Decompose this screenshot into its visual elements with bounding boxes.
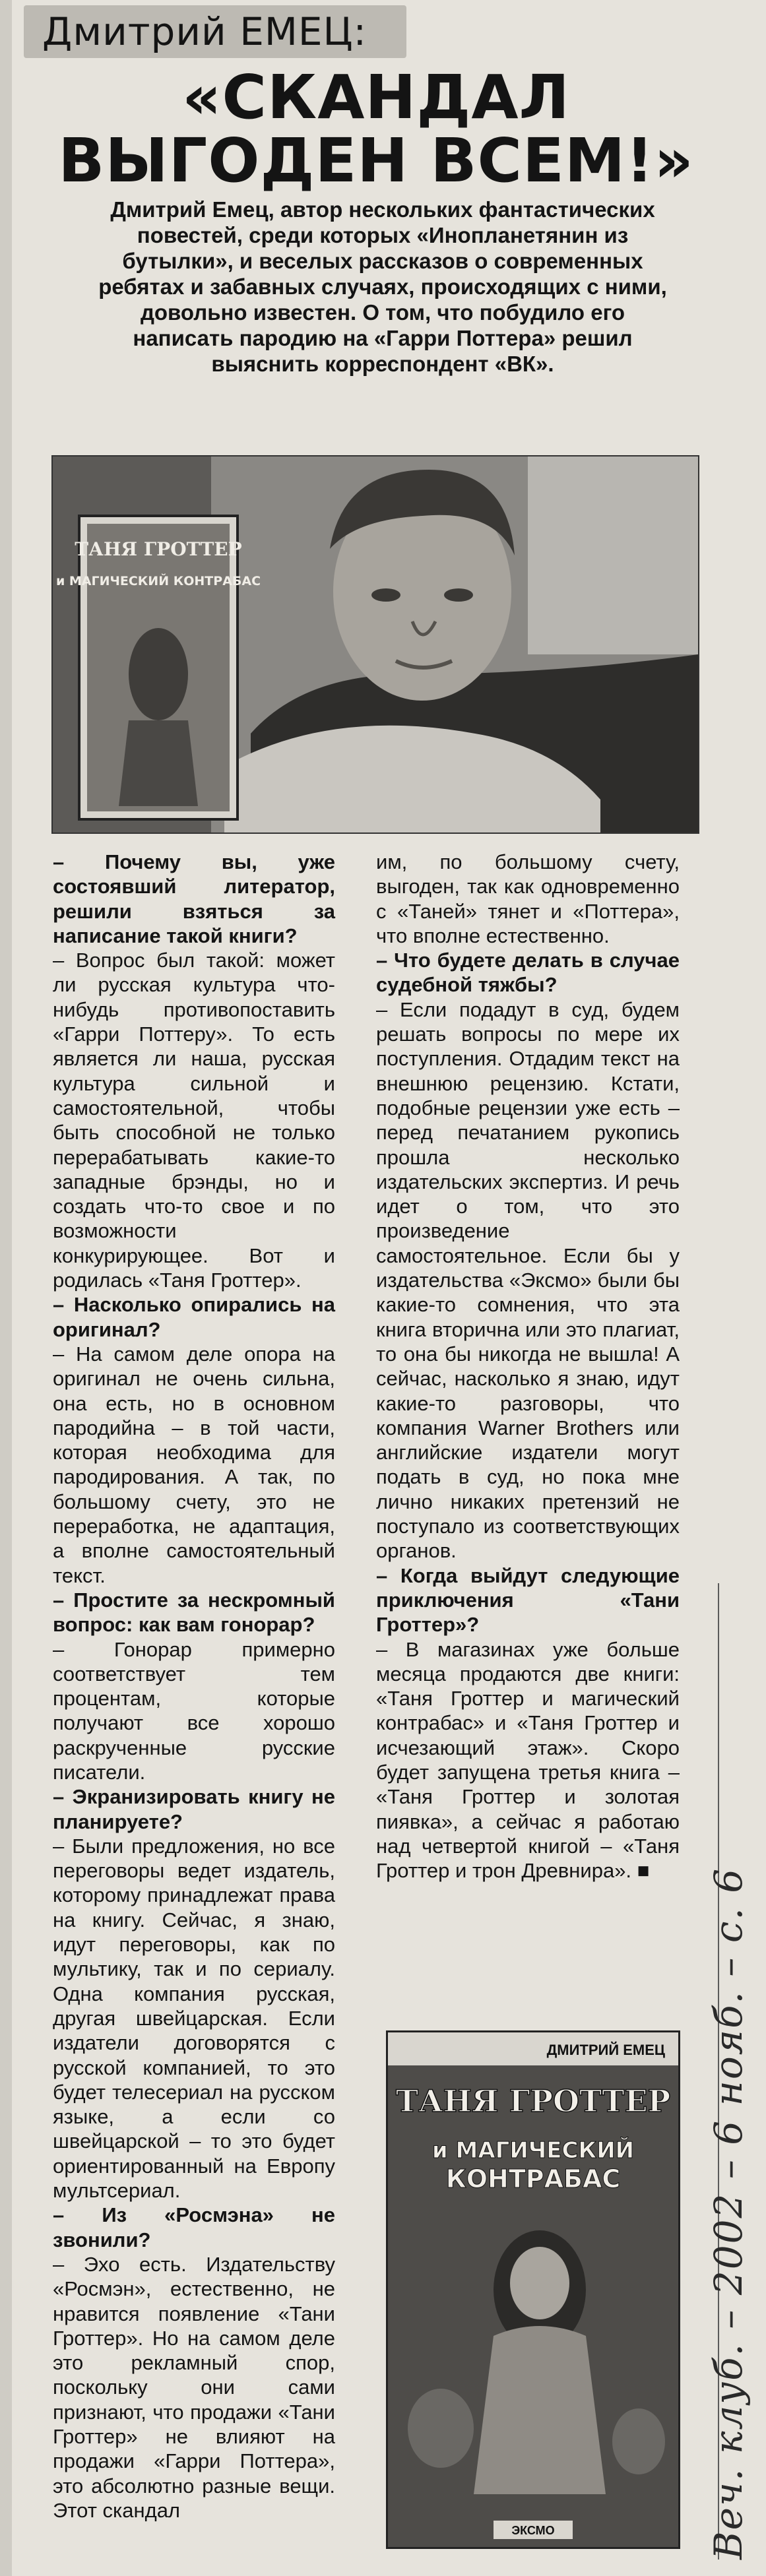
interview-question: – Когда выйдут следующие приключения «Тани Гроттер»? [376,1563,680,1637]
photo-book-title-1: ТАНЯ ГРОТТЕР [75,538,242,560]
interview-question: – Почему вы, уже состоявший литератор, решили взяться за написание такой книги? [53,850,335,947]
article-column-2 [376,850,680,1883]
book-cover-image [386,2030,680,2549]
author-heading: Дмитрий ЕМЕЦ: [24,5,406,58]
article-headline [40,62,713,196]
interview-answer: – Если подадут в суд, будем решать вопросы по мере их поступления. Отдадим текст на внешнюю рецензию. Кстати, подобные рецензии уже есть – перед печатанием рукопись прошла несколько издательских экспертиз. И речь идет о том, что это произведение самостоятельное. Если бы у издательства «Эксмо» были бы какие-то сомнения, что эта книга вторична или это плагиат, то она бы никогда не вышла! А сейчас, насколько я знаю, идут какие-то разговоры, что компания Warner Brothers или английские издатели могут подать в суд, но пока мне лично никаких претензий не поступало из соответствующих органов. [376,997,680,1563]
interview-question: – Простите за нескромный вопрос: как вам гонорар? [53,1588,335,1637]
interview-question: – Из «Росмэна» не звонили? [53,2203,335,2251]
author-photo [51,455,699,834]
cover-title-sub-1: и МАГИЧЕСКИЙ [431,2137,635,2164]
interview-answer: – Эхо есть. Издательству «Росмэн», естественно, не нравится появление «Тани Гроттер». Но на самом деле это рекламный спор, поскольку они сами признают, что продажи «Тани Гроттер» не влияют на продажи «Гарри Поттера», это абсолютно разные вещи. Этот скандал [53,2252,335,2522]
headline-line-1: «СКАНДАЛ [182,62,570,133]
photo-book [56,516,261,819]
interview-answer: – Гонорар примерно соответствует тем процентам, которые получают все хорошо раскрученные русские писатели. [53,1637,335,1784]
interview-question: – Экранизировать книгу не планируете? [53,1785,335,1833]
lead-paragraph: Дмитрий Емец, автор нескольких фантастических повестей, среди которых «Инопланетянин из бутылки», и веселых рассказов о современных ребятах и забавных случаях, происходящих с ними, довольно известен. О том, что побудило его написать пародию на «Гарри Поттера» решил выяснить корреспондент «ВК». [98,197,667,376]
cover-author: ДМИТРИЙ ЕМЕЦ [546,2042,665,2058]
handwritten-source-note: Веч. клуб. – 2002 – 6 нояб. – с. 6 [706,1867,751,2560]
interview-question: – Насколько опирались на оригинал? [53,1293,335,1341]
page-edge [0,0,12,2576]
interview-answer: – В магазинах уже больше месяца продаются две книги: «Таня Гроттер и магический контрабас» и «Таня Гроттер и исчезающий этаж». Скоро будет запущена третья книга – «Таня Гроттер и золотая пиявка», а сейчас я работаю над четвертой книгой – «Таня Гроттер и трон Древнира». ■ [376,1637,680,1883]
interview-answer: им, по большому счету, выгоден, так как одновременно с «Таней» тянет и «Поттера», что вполне естественно. [376,850,680,947]
headline-line-2: ВЫГОДЕН ВСЕМ!» [58,125,694,196]
book-cover-art [388,2032,678,2547]
article-column-1 [53,850,335,2523]
interview-question: – Что будете делать в случае судебной тяжбы? [376,949,680,997]
author-photo-image [53,456,698,832]
cover-publisher: ЭКСМО [511,2524,555,2537]
photo-book-title-2: и МАГИЧЕСКИЙ КОНТРАБАС [55,574,261,588]
cover-title-sub-2: КОНТРАБАС [445,2164,621,2193]
cover-title-main: ТАНЯ ГРОТТЕР [395,2083,671,2119]
interview-answer: – Были предложения, но все переговоры ведет издатель, которому принадлежат права на книгу. Сейчас, я знаю, идут переговоры, как по мультику, так и по сериалу. Одна компания русская, другая швейцарская. Если издатели договорятся с русской компанией, то это будет телесериал на русском языке, а если со швейцарской – то это будет ориентированный на Европу мультсериал. [53,1834,335,2203]
interview-answer: – Вопрос был такой: может ли русская культура что-нибудь противопоставить «Гарри Поттеру». То есть является ли наша, русская культура сильной и самостоятельной, чтобы быть способной не только перерабатывать какие-то западные брэнды, но и создать что-то свое и по возможности конкурирующее. Вот и родилась «Таня Гроттер». [53,949,335,1292]
interview-answer: – На самом деле опора на оригинал не очень сильна, она есть, но в основном пародийна – в той части, которая необходима для пародирования. А так, по большому счету, это не переработка, не адаптация, а вполне самостоятельный текст. [53,1342,335,1587]
